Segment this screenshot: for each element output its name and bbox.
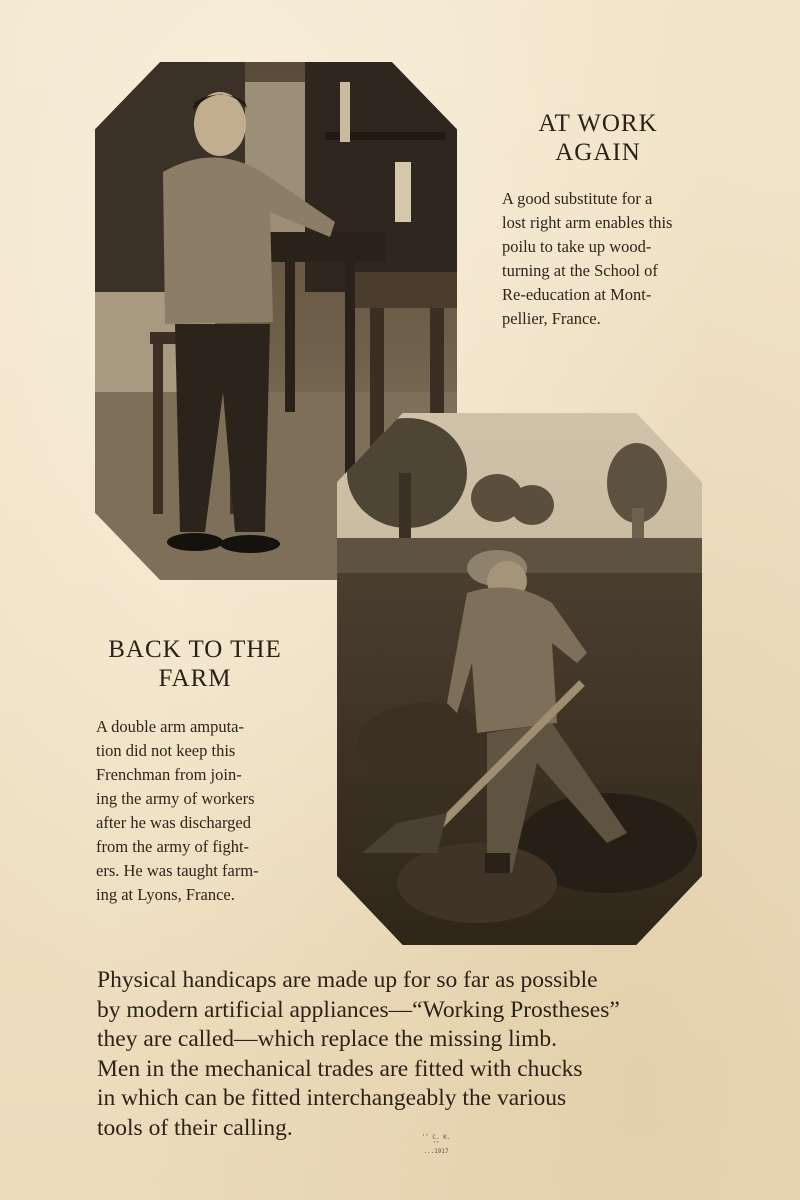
printer-mark (421, 1134, 451, 1155)
heading-line: FARM (158, 664, 232, 692)
body-line: Physical handicaps are made up for so far as possible (97, 967, 598, 993)
caption-line: ing at Lyons, France. (96, 885, 235, 904)
caption-line: Frenchman from join- (96, 765, 242, 784)
caption-line: ers. He was taught farm- (96, 861, 259, 880)
caption-line: poilu to take up wood- (502, 237, 652, 256)
body-line: Men in the mechanical trades are fitted with chucks (97, 1055, 583, 1082)
caption-line: A double arm amputa- (96, 717, 245, 736)
caption-line: turning at the School of (502, 261, 658, 280)
at-work-again-caption (502, 187, 702, 331)
caption-line: after he was discharged (96, 813, 252, 832)
printer-mark-line: ‘’ C. K. (421, 1134, 451, 1141)
at-work-again-heading (488, 110, 708, 168)
heading-line: AT WORK (538, 110, 658, 137)
caption-line: lost right arm enables this (502, 213, 673, 232)
farming-worker-photo (337, 413, 702, 945)
caption-line: A good substitute for a (502, 189, 653, 208)
caption-line: ing the army of workers (96, 789, 255, 808)
body-line: tools of their calling. (97, 1114, 293, 1141)
caption-line: pellier, France. (502, 309, 601, 328)
heading-line: AGAIN (555, 138, 641, 166)
printer-mark-line: ‘‘ ...1917 (423, 1141, 449, 1155)
caption-line: from the army of fight- (96, 837, 250, 856)
main-body-paragraph (97, 966, 707, 1143)
caption-line: tion did not keep this (96, 741, 236, 760)
body-line: by modern artificial appliances—“Working Prostheses” (97, 996, 620, 1023)
body-line: in which can be fitted interchangeably the various (97, 1085, 567, 1111)
caption-line: Re-education at Mont- (502, 285, 652, 304)
body-line: they are called—which replace the missing limb. (97, 1026, 558, 1052)
back-to-the-farm-heading (75, 636, 315, 694)
heading-line: BACK TO THE (108, 636, 282, 663)
back-to-the-farm-caption (96, 715, 296, 907)
